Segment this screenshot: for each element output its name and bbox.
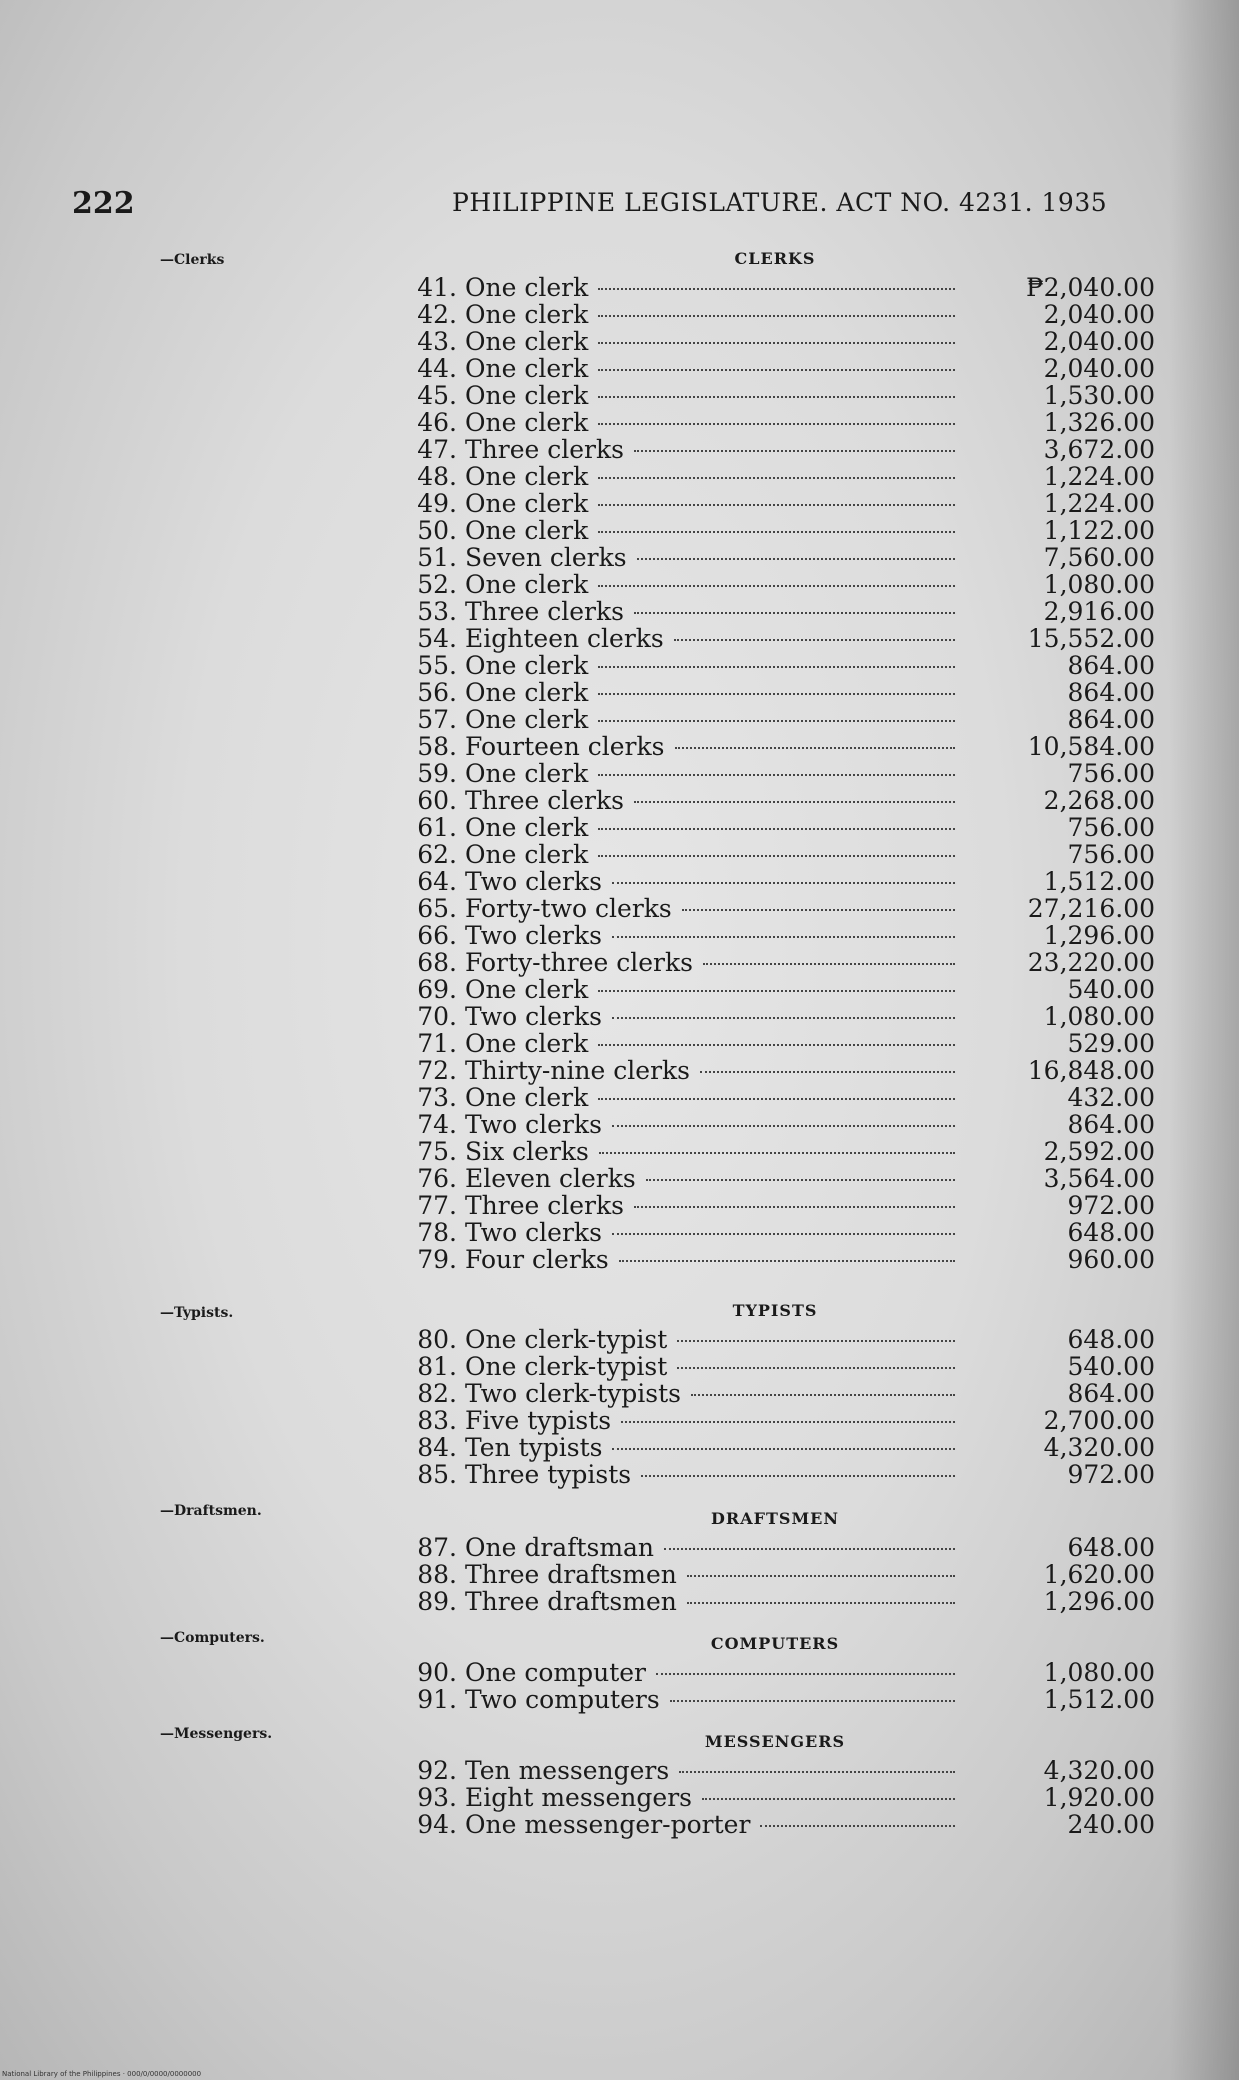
dot-leader	[703, 963, 955, 965]
list-item	[395, 1165, 1155, 1192]
item-amount: 3,672.00	[1043, 435, 1155, 464]
item-amount: 960.00	[1067, 1245, 1155, 1274]
item-amount: 756.00	[1067, 759, 1155, 788]
item-amount: 529.00	[1067, 1029, 1155, 1058]
item-amount: ₱2,040.00	[1026, 273, 1155, 302]
section-heading: TYPISTS	[732, 1301, 818, 1320]
item-number: 69.	[417, 975, 457, 1004]
page-number: 222	[72, 186, 135, 221]
item-description: One clerk	[465, 813, 589, 842]
list-item	[395, 409, 1155, 436]
dot-leader	[598, 1098, 955, 1100]
list-item	[395, 949, 1155, 976]
item-amount: 972.00	[1067, 1460, 1155, 1489]
item-description: One clerk	[465, 840, 589, 869]
list-item	[395, 679, 1155, 706]
item-number: 58.	[417, 732, 457, 761]
list-item	[395, 1811, 1155, 1838]
item-amount: 1,920.00	[1043, 1783, 1155, 1812]
list-item	[395, 1407, 1155, 1434]
item-number: 80.	[417, 1325, 457, 1354]
section-heading: COMPUTERS	[710, 1634, 840, 1653]
item-number: 46.	[417, 408, 457, 437]
dot-leader	[612, 882, 955, 884]
dot-leader	[612, 1125, 955, 1127]
dot-leader	[675, 747, 956, 749]
item-description: One clerk	[465, 570, 589, 599]
item-amount: 1,080.00	[1043, 1658, 1155, 1687]
dot-leader	[599, 1152, 955, 1154]
dot-leader	[598, 504, 955, 506]
item-amount: 1,512.00	[1043, 867, 1155, 896]
item-amount: 10,584.00	[1027, 732, 1155, 761]
item-description: One clerk	[465, 705, 589, 734]
scan-footer-note: National Library of the Philippines · 000/0/0000/0000000	[2, 2070, 202, 2078]
dot-leader	[598, 288, 955, 290]
list-item	[395, 544, 1155, 571]
list-item	[395, 598, 1155, 625]
dot-leader	[634, 450, 955, 452]
item-description: One computer	[465, 1658, 646, 1687]
item-description: Seven clerks	[465, 543, 627, 572]
item-description: One clerk-typist	[465, 1352, 668, 1381]
list-item	[395, 1084, 1155, 1111]
dot-leader	[619, 1260, 955, 1262]
item-description: Two clerks	[465, 1218, 602, 1247]
list-item	[395, 1380, 1155, 1407]
section-clerks	[395, 248, 1155, 1273]
dot-leader	[598, 693, 955, 695]
list-item	[395, 436, 1155, 463]
dot-leader	[674, 639, 955, 641]
item-description: One clerk	[465, 273, 589, 302]
item-amount: 2,916.00	[1043, 597, 1155, 626]
dot-leader	[641, 1475, 955, 1477]
item-number: 76.	[417, 1164, 457, 1193]
dot-leader	[664, 1548, 955, 1550]
list-item	[395, 1353, 1155, 1380]
item-description: Eighteen clerks	[465, 624, 664, 653]
list-item	[395, 976, 1155, 1003]
item-description: Two clerk-typists	[465, 1379, 681, 1408]
item-number: 91.	[417, 1685, 457, 1714]
list-item	[395, 1192, 1155, 1219]
list-item	[395, 1326, 1155, 1353]
item-description: One clerk	[465, 759, 589, 788]
item-amount: 1,296.00	[1043, 1587, 1155, 1616]
list-item	[395, 382, 1155, 409]
dot-leader	[700, 1071, 955, 1073]
dot-leader	[702, 1798, 955, 1800]
dot-leader	[598, 720, 955, 722]
entry-list	[395, 274, 1155, 1273]
item-description: Three clerks	[465, 435, 624, 464]
dot-leader	[679, 1771, 955, 1773]
item-number: 56.	[417, 678, 457, 707]
list-item	[395, 1434, 1155, 1461]
item-amount: 648.00	[1067, 1533, 1155, 1562]
dot-leader	[598, 990, 955, 992]
entry-list	[395, 1534, 1155, 1615]
item-description: One clerk	[465, 300, 589, 329]
item-description: Fourteen clerks	[465, 732, 665, 761]
item-description: One clerk	[465, 408, 589, 437]
item-amount: 1,620.00	[1043, 1560, 1155, 1589]
dot-leader	[760, 1825, 955, 1827]
item-description: One draftsman	[465, 1533, 655, 1562]
dot-leader	[598, 1044, 955, 1046]
item-amount: 16,848.00	[1027, 1056, 1155, 1085]
item-description: Four clerks	[465, 1245, 609, 1274]
dot-leader	[670, 1700, 955, 1702]
item-number: 78.	[417, 1218, 457, 1247]
item-description: One clerk	[465, 462, 589, 491]
item-amount: 540.00	[1067, 975, 1155, 1004]
item-number: 70.	[417, 1002, 457, 1031]
list-item	[395, 1246, 1155, 1273]
list-item	[395, 1138, 1155, 1165]
list-item	[395, 1784, 1155, 1811]
list-item	[395, 895, 1155, 922]
item-description: Three clerks	[465, 597, 624, 626]
item-number: 88.	[417, 1560, 457, 1589]
dot-leader	[612, 1017, 955, 1019]
item-number: 41.	[417, 273, 457, 302]
item-description: Thirty-nine clerks	[465, 1056, 690, 1085]
list-item	[395, 787, 1155, 814]
section-heading: MESSENGERS	[704, 1732, 846, 1751]
item-amount: 1,080.00	[1043, 1002, 1155, 1031]
item-amount: 864.00	[1067, 705, 1155, 734]
item-number: 44.	[417, 354, 457, 383]
item-number: 71.	[417, 1029, 457, 1058]
item-number: 81.	[417, 1352, 457, 1381]
item-number: 61.	[417, 813, 457, 842]
item-amount: 1,080.00	[1043, 570, 1155, 599]
list-item	[395, 1219, 1155, 1246]
dot-leader	[598, 315, 955, 317]
list-item	[395, 841, 1155, 868]
section-computers	[395, 1633, 1155, 1713]
dot-leader	[677, 1367, 955, 1369]
item-description: One clerk	[465, 1029, 589, 1058]
item-number: 75.	[417, 1137, 457, 1166]
dot-leader	[677, 1340, 955, 1342]
item-description: One clerk	[465, 516, 589, 545]
list-item	[395, 706, 1155, 733]
list-item	[395, 1534, 1155, 1561]
item-number: 82.	[417, 1379, 457, 1408]
dot-leader	[612, 1448, 955, 1450]
list-item	[395, 1461, 1155, 1488]
item-description: One clerk	[465, 381, 589, 410]
dot-leader	[612, 936, 955, 938]
list-item	[395, 1057, 1155, 1084]
dot-leader	[656, 1673, 955, 1675]
dot-leader	[621, 1421, 955, 1423]
dot-leader	[598, 585, 955, 587]
item-amount: 2,040.00	[1043, 327, 1155, 356]
list-item	[395, 274, 1155, 301]
item-amount: 648.00	[1067, 1325, 1155, 1354]
item-amount: 2,268.00	[1043, 786, 1155, 815]
item-description: One clerk	[465, 327, 589, 356]
margin-note-computers: —Computers.	[160, 1630, 265, 1646]
item-number: 79.	[417, 1245, 457, 1274]
item-description: Eight messengers	[465, 1783, 692, 1812]
item-amount: 756.00	[1067, 813, 1155, 842]
dot-leader	[598, 342, 955, 344]
item-number: 57.	[417, 705, 457, 734]
item-amount: 540.00	[1067, 1352, 1155, 1381]
item-amount: 1,122.00	[1043, 516, 1155, 545]
item-description: Two clerks	[465, 867, 602, 896]
item-amount: 4,320.00	[1043, 1756, 1155, 1785]
item-description: One clerk	[465, 678, 589, 707]
item-amount: 1,530.00	[1043, 381, 1155, 410]
margin-note-typists: —Typists.	[160, 1305, 234, 1321]
margin-note-clerks: —Clerks	[160, 252, 225, 268]
entry-list	[395, 1757, 1155, 1838]
section-heading: DRAFTSMEN	[711, 1509, 839, 1528]
item-number: 59.	[417, 759, 457, 788]
item-description: Two clerks	[465, 921, 602, 950]
list-item	[395, 1686, 1155, 1713]
list-item	[395, 301, 1155, 328]
list-item	[395, 1003, 1155, 1030]
list-item	[395, 490, 1155, 517]
dot-leader	[598, 369, 955, 371]
item-number: 42.	[417, 300, 457, 329]
dot-leader	[598, 828, 955, 830]
item-amount: 1,326.00	[1043, 408, 1155, 437]
item-description: Two clerks	[465, 1110, 602, 1139]
item-number: 84.	[417, 1433, 457, 1462]
section-messengers	[395, 1731, 1155, 1838]
item-amount: 2,040.00	[1043, 300, 1155, 329]
item-description: One clerk	[465, 975, 589, 1004]
dot-leader	[682, 909, 955, 911]
dot-leader	[634, 612, 955, 614]
dot-leader	[598, 423, 955, 425]
running-head: PHILIPPINE LEGISLATURE. ACT NO. 4231. 1935	[452, 188, 1108, 217]
list-item	[395, 517, 1155, 544]
list-item	[395, 733, 1155, 760]
item-number: 53.	[417, 597, 457, 626]
list-item	[395, 571, 1155, 598]
list-item	[395, 1659, 1155, 1686]
item-description: One clerk	[465, 651, 589, 680]
dot-leader	[598, 666, 955, 668]
list-item	[395, 868, 1155, 895]
item-description: Forty-two clerks	[465, 894, 672, 923]
list-item	[395, 1588, 1155, 1615]
item-number: 51.	[417, 543, 457, 572]
section-heading: CLERKS	[734, 249, 816, 268]
item-number: 89.	[417, 1587, 457, 1616]
dot-leader	[598, 774, 955, 776]
dot-leader	[598, 477, 955, 479]
item-amount: 7,560.00	[1043, 543, 1155, 572]
item-amount: 1,512.00	[1043, 1685, 1155, 1714]
list-item	[395, 760, 1155, 787]
dot-leader	[634, 1206, 955, 1208]
list-item	[395, 328, 1155, 355]
item-number: 87.	[417, 1533, 457, 1562]
page-edge-shadow	[1169, 0, 1239, 2080]
item-number: 55.	[417, 651, 457, 680]
item-number: 45.	[417, 381, 457, 410]
item-description: Ten typists	[465, 1433, 603, 1462]
list-item	[395, 922, 1155, 949]
item-number: 48.	[417, 462, 457, 491]
item-amount: 648.00	[1067, 1218, 1155, 1247]
item-description: One clerk-typist	[465, 1325, 668, 1354]
list-item	[395, 355, 1155, 382]
dot-leader	[637, 558, 955, 560]
item-amount: 432.00	[1067, 1083, 1155, 1112]
item-description: Ten messengers	[465, 1756, 670, 1785]
item-number: 73.	[417, 1083, 457, 1112]
item-number: 94.	[417, 1810, 457, 1839]
list-item	[395, 463, 1155, 490]
entry-list	[395, 1326, 1155, 1488]
list-item	[395, 1757, 1155, 1784]
item-description: Three clerks	[465, 786, 624, 815]
item-number: 77.	[417, 1191, 457, 1220]
item-number: 83.	[417, 1406, 457, 1435]
list-item	[395, 1111, 1155, 1138]
section-draftsmen	[395, 1508, 1155, 1615]
item-number: 62.	[417, 840, 457, 869]
item-number: 74.	[417, 1110, 457, 1139]
item-description: Three typists	[465, 1460, 632, 1489]
item-description: Eleven clerks	[465, 1164, 636, 1193]
item-amount: 2,700.00	[1043, 1406, 1155, 1435]
margin-note-messengers: —Messengers.	[160, 1726, 273, 1742]
item-amount: 3,564.00	[1043, 1164, 1155, 1193]
item-amount: 27,216.00	[1027, 894, 1155, 923]
margin-note-draftsmen: —Draftsmen.	[160, 1503, 262, 1519]
item-number: 93.	[417, 1783, 457, 1812]
item-amount: 864.00	[1067, 678, 1155, 707]
list-item	[395, 814, 1155, 841]
item-description: One clerk	[465, 354, 589, 383]
list-item	[395, 652, 1155, 679]
dot-leader	[687, 1575, 955, 1577]
entry-list	[395, 1659, 1155, 1713]
dot-leader	[634, 801, 955, 803]
section-typists	[395, 1300, 1155, 1488]
list-item	[395, 1030, 1155, 1057]
item-number: 50.	[417, 516, 457, 545]
dot-leader	[598, 531, 955, 533]
item-number: 64.	[417, 867, 457, 896]
item-number: 43.	[417, 327, 457, 356]
dot-leader	[612, 1233, 955, 1235]
item-number: 72.	[417, 1056, 457, 1085]
item-number: 90.	[417, 1658, 457, 1687]
item-number: 68.	[417, 948, 457, 977]
list-item	[395, 625, 1155, 652]
item-amount: 23,220.00	[1027, 948, 1155, 977]
item-amount: 1,224.00	[1043, 489, 1155, 518]
item-amount: 972.00	[1067, 1191, 1155, 1220]
item-description: Six clerks	[465, 1137, 589, 1166]
item-description: One messenger-porter	[465, 1810, 751, 1839]
item-amount: 756.00	[1067, 840, 1155, 869]
item-number: 49.	[417, 489, 457, 518]
item-amount: 1,296.00	[1043, 921, 1155, 950]
item-number: 66.	[417, 921, 457, 950]
dot-leader	[691, 1394, 955, 1396]
dot-leader	[598, 855, 955, 857]
item-amount: 1,224.00	[1043, 462, 1155, 491]
item-description: Two clerks	[465, 1002, 602, 1031]
item-description: Three draftsmen	[465, 1587, 677, 1616]
item-description: One clerk	[465, 1083, 589, 1112]
item-description: Three draftsmen	[465, 1560, 677, 1589]
item-description: Three clerks	[465, 1191, 624, 1220]
item-amount: 4,320.00	[1043, 1433, 1155, 1462]
item-amount: 15,552.00	[1027, 624, 1155, 653]
item-description: Five typists	[465, 1406, 612, 1435]
list-item	[395, 1561, 1155, 1588]
item-amount: 864.00	[1067, 1379, 1155, 1408]
item-number: 65.	[417, 894, 457, 923]
item-amount: 864.00	[1067, 651, 1155, 680]
item-number: 47.	[417, 435, 457, 464]
item-number: 92.	[417, 1756, 457, 1785]
item-amount: 240.00	[1067, 1810, 1155, 1839]
item-amount: 2,592.00	[1043, 1137, 1155, 1166]
item-number: 60.	[417, 786, 457, 815]
item-amount: 864.00	[1067, 1110, 1155, 1139]
item-description: One clerk	[465, 489, 589, 518]
dot-leader	[646, 1179, 955, 1181]
item-number: 85.	[417, 1460, 457, 1489]
item-amount: 2,040.00	[1043, 354, 1155, 383]
item-number: 52.	[417, 570, 457, 599]
item-description: Two computers	[465, 1685, 660, 1714]
item-description: Forty-three clerks	[465, 948, 693, 977]
dot-leader	[687, 1602, 955, 1604]
dot-leader	[598, 396, 955, 398]
item-number: 54.	[417, 624, 457, 653]
